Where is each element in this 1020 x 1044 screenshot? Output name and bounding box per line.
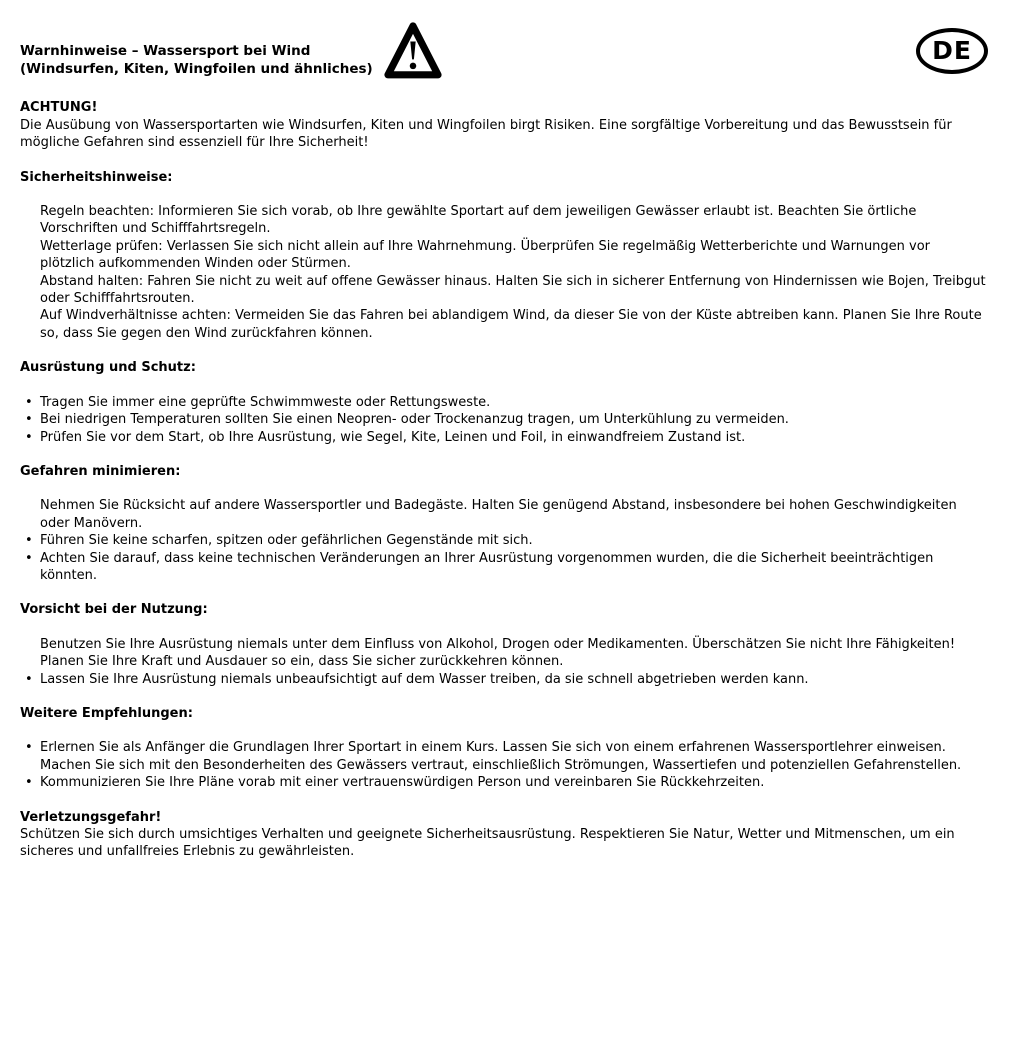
document-section <box>20 359 988 446</box>
list-item <box>40 411 988 428</box>
list-item <box>40 238 988 273</box>
document-section <box>20 705 988 792</box>
section-heading: Weitere Empfehlungen: <box>20 705 193 721</box>
document-section <box>20 169 988 343</box>
list-item <box>40 497 988 532</box>
list-item <box>40 636 988 671</box>
document-section <box>20 601 988 688</box>
outro-body: Schützen Sie sich durch umsichtiges Verhalten und geeignete Sicherheitsausrüstung. Respektieren Sie Natur, Wetter und Mitmenschen, um ein sicheres und unfallfreies Erlebnis zu gewährleisten. <box>20 827 955 860</box>
list-item <box>40 532 988 549</box>
list-item-text: Machen Sie sich mit den Besonderheiten des Gewässers vertraut, einschließlich Strömungen, Wassertiefen und potenziellen Gefahrenstellen. <box>40 757 962 773</box>
outro-paragraph <box>20 809 988 861</box>
list-item-text: Regeln beachten: Informieren Sie sich vorab, ob Ihre gewählte Sportart auf dem jeweiligen Gewässer erlaubt ist. Beachten Sie örtliche Vorschriften und Schifffahrtsregeln. <box>40 204 917 237</box>
list-item-text: Abstand halten: Fahren Sie nicht zu weit auf offene Gewässer hinaus. Halten Sie sich in sicherer Entfernung von Hindernissen wie Bojen, Treibgut oder Schifffahrtsrouten. <box>40 273 986 307</box>
section-list <box>20 636 988 688</box>
language-badge <box>916 28 988 74</box>
list-item <box>40 739 988 756</box>
list-item-text: Prüfen Sie vor dem Start, ob Ihre Ausrüstung, wie Segel, Kite, Leinen und Foil, in einwandfreiem Zustand ist. <box>40 429 746 445</box>
language-badge-label: DE <box>932 36 972 66</box>
list-item-text: Lassen Sie Ihre Ausrüstung niemals unbeaufsichtigt auf dem Wasser treiben, da sie schnell abgetrieben werden kann. <box>40 671 809 687</box>
section-heading: Vorsicht bei der Nutzung: <box>20 602 208 618</box>
list-item <box>40 757 988 774</box>
list-item <box>40 273 988 308</box>
list-item-text: Erlernen Sie als Anfänger die Grundlagen Ihrer Sportart in einem Kurs. Lassen Sie sich von einem erfahrenen Wassersportlehrer einweisen. <box>40 740 946 756</box>
list-item <box>40 550 988 585</box>
section-list <box>20 203 988 342</box>
intro-body: Die Ausübung von Wassersportarten wie Windsurfen, Kiten und Wingfoilen birgt Risiken. Eine sorgfältige Vorbereitung und das Bewusstsein für mögliche Gefahren sind essenziell für Ihre Sicherheit! <box>20 117 952 151</box>
section-list <box>20 497 988 584</box>
section-heading: Gefahren minimieren: <box>20 463 181 479</box>
section-list <box>20 739 988 791</box>
list-item <box>40 774 988 791</box>
list-item <box>40 203 988 238</box>
list-item <box>40 307 988 342</box>
list-item-text: Führen Sie keine scharfen, spitzen oder gefährlichen Gegenstände mit sich. <box>40 533 533 549</box>
section-heading: Ausrüstung und Schutz: <box>20 360 196 376</box>
document-header <box>20 18 988 87</box>
list-item-text: Wetterlage prüfen: Verlassen Sie sich nicht allein auf Ihre Wahrnehmung. Überprüfen Sie regelmäßig Wetterberichte und Warnungen vor plötzlich aufkommenden Winden oder Stürmen. <box>40 238 931 272</box>
page-title-line2: (Windsurfen, Kiten, Wingfoilen und ähnliches) <box>20 61 373 77</box>
page-title <box>20 18 373 78</box>
warning-document <box>0 18 1020 1044</box>
document-section <box>20 463 988 584</box>
list-item-text: Achten Sie darauf, dass keine technischen Veränderungen an Ihrer Ausrüstung vorgenommen wurden, die die Sicherheit beeinträchtigen könnten. <box>40 550 934 583</box>
warning-triangle-icon <box>383 20 443 87</box>
intro-paragraph <box>20 99 988 151</box>
list-item <box>40 671 988 688</box>
section-list <box>20 394 988 446</box>
sections-container <box>20 169 988 792</box>
list-item-text: Auf Windverhältnisse achten: Vermeiden Sie das Fahren bei ablandigem Wind, da dieser Sie von der Küste abtreiben kann. Planen Sie Ihre Route so, dass Sie gegen den Wind zurückfahren können. <box>40 308 982 341</box>
page-title-line1: Warnhinweise – Wassersport bei Wind <box>20 43 311 59</box>
list-item-text: Tragen Sie immer eine geprüfte Schwimmweste oder Rettungsweste. <box>40 394 491 410</box>
list-item-text: Bei niedrigen Temperaturen sollten Sie einen Neopren- oder Trockenanzug tragen, um Unterkühlung zu vermeiden. <box>40 412 789 428</box>
section-heading: Sicherheitshinweise: <box>20 169 173 185</box>
list-item-text: Kommunizieren Sie Ihre Pläne vorab mit einer vertrauenswürdigen Person und vereinbaren Sie Rückkehrzeiten. <box>40 775 765 791</box>
outro-heading: Verletzungsgefahr! <box>20 809 162 825</box>
list-item-text: Nehmen Sie Rücksicht auf andere Wassersportler und Badegäste. Halten Sie genügend Abstand, insbesondere bei hohen Geschwindigkeiten oder Manövern. <box>40 498 957 531</box>
list-item-text: Benutzen Sie Ihre Ausrüstung niemals unter dem Einfluss von Alkohol, Drogen oder Medikamenten. Überschätzen Sie nicht Ihre Fähigkeiten! Planen Sie Ihre Kraft und Ausdauer so ein, dass Sie sicher zurückkehren können. <box>40 636 956 670</box>
intro-heading: ACHTUNG! <box>20 100 98 116</box>
list-item <box>40 394 988 411</box>
list-item <box>40 429 988 446</box>
